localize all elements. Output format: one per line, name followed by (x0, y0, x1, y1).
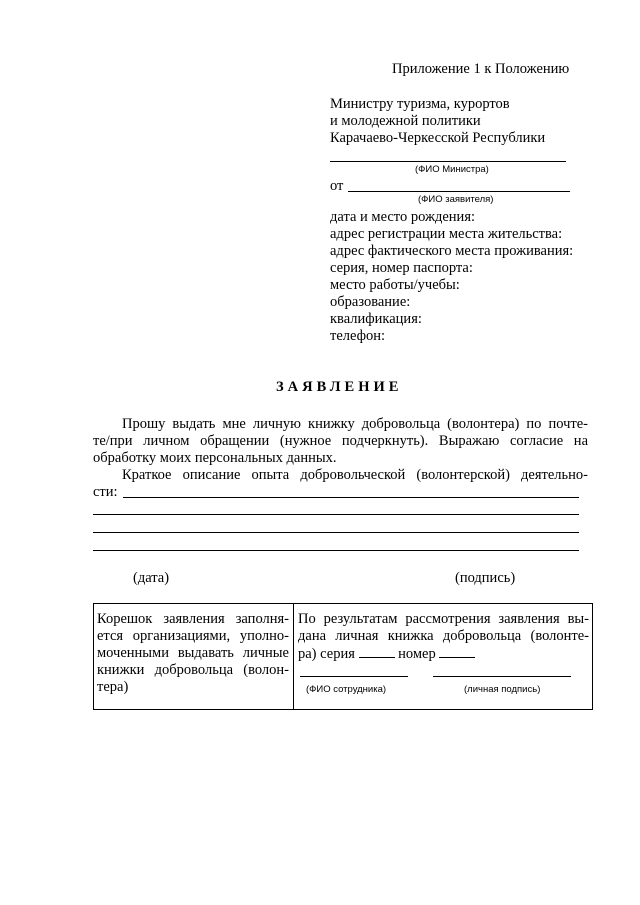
applicant-caption: (ФИО заявителя) (418, 194, 494, 205)
addressee-line-2: и молодежной политики (330, 113, 481, 129)
number-blank[interactable] (439, 645, 475, 658)
experience-blank-line-2[interactable] (93, 514, 579, 515)
request-line-3: обработку моих персональных данных. (93, 450, 337, 466)
series-blank[interactable] (359, 645, 395, 658)
signature-label: (подпись) (455, 570, 516, 586)
request-line-2: те/при личном обращении (нужное подчеркнуть). Выражаю согласие на (93, 433, 588, 449)
request-line-1: Прошу выдать мне личную книжку добровольца (волонтера) по почте- (122, 416, 588, 432)
experience-blank-line-1[interactable] (123, 497, 579, 498)
field-qualification: квалификация: (330, 311, 422, 327)
stub-left-line-5: тера) (97, 679, 129, 695)
appendix-note: Приложение 1 к Положению (392, 61, 570, 77)
field-work-study: место работы/учебы: (330, 277, 460, 293)
experience-line-2: сти: (93, 484, 118, 500)
addressee-line-3: Карачаево-Черкесской Республики (330, 130, 546, 146)
employee-name-line[interactable] (300, 676, 408, 677)
stub-right-line-3 (298, 645, 475, 663)
minister-caption: (ФИО Министра) (415, 164, 489, 175)
addressee-line-1: Министру туризма, курортов (330, 96, 510, 112)
stub-left-line-3: моченными выдавать личные (97, 645, 289, 661)
field-education: образование: (330, 294, 411, 310)
stub-divider (293, 604, 294, 709)
experience-line-1: Краткое описание опыта добровольческой (волонтерской) деятельно- (122, 467, 588, 483)
employee-caption: (ФИО сотрудника) (306, 684, 387, 695)
stub-right-line-2: дана личная книжка добровольца (волонте- (298, 628, 589, 644)
field-registration-address: адрес регистрации места жительства: (330, 226, 563, 242)
stub-left-line-4: книжки добровольца (волон- (97, 662, 289, 678)
experience-blank-line-4[interactable] (93, 550, 579, 551)
series-label: ра) серия (298, 646, 355, 662)
minister-name-line[interactable] (330, 161, 566, 162)
document-title: ЗАЯВЛЕНИЕ (276, 379, 403, 395)
field-phone: телефон: (330, 328, 386, 344)
personal-signature-caption: (личная подпись) (464, 684, 541, 695)
number-label: номер (398, 646, 436, 662)
stub-right-line-1: По результатам рассмотрения заявления вы- (298, 611, 589, 627)
field-actual-address: адрес фактического места проживания: (330, 243, 574, 259)
experience-blank-line-3[interactable] (93, 532, 579, 533)
applicant-name-line[interactable] (348, 191, 570, 192)
field-passport: серия, номер паспорта: (330, 260, 473, 276)
stub-left-line-2: ется организациями, уполно- (97, 628, 289, 644)
date-label: (дата) (133, 570, 170, 586)
stub-left-line-1: Корешок заявления заполня- (97, 611, 289, 627)
from-label: от (330, 178, 344, 194)
employee-signature-line[interactable] (433, 676, 571, 677)
field-birth: дата и место рождения: (330, 209, 476, 225)
stub-table (93, 603, 593, 710)
